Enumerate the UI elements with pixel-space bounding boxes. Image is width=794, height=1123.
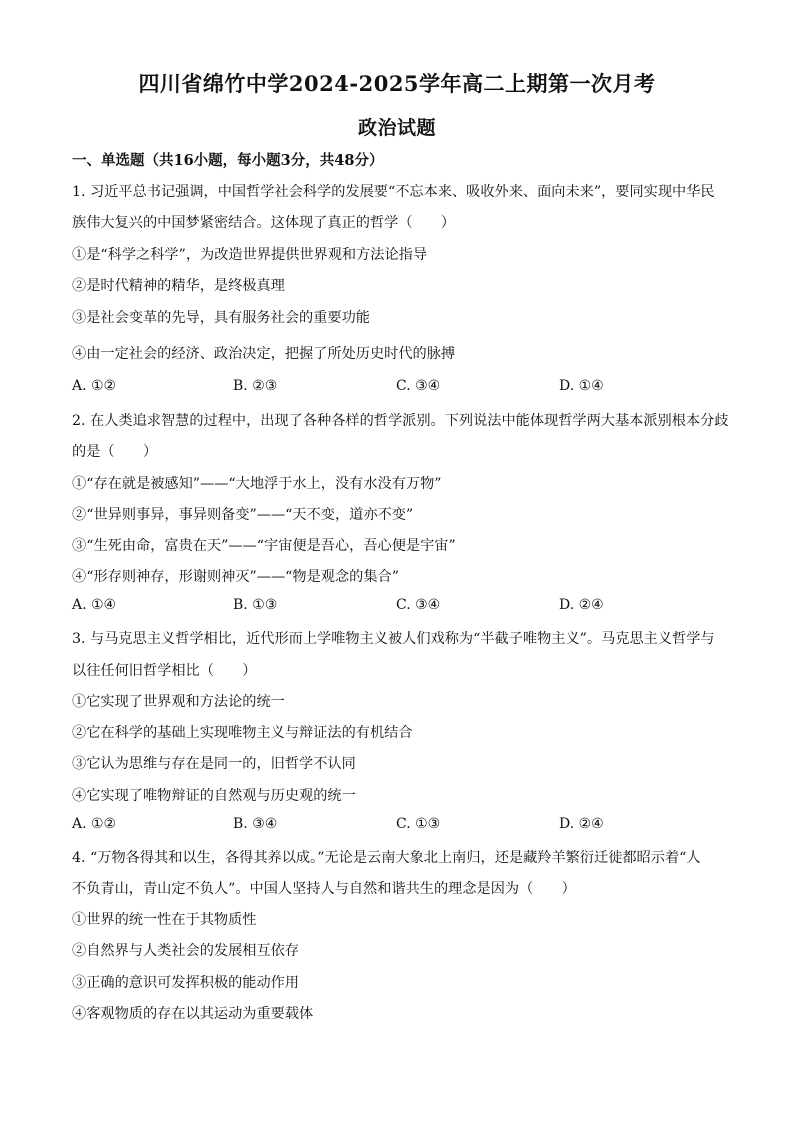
question-2-option-d: D. ②④ <box>559 597 604 613</box>
question-1-item-1: ①是“科学之科学”，为改造世界提供世界观和方法论指导 <box>72 247 428 263</box>
question-1-stem-line-1: 1. 习近平总书记强调，中国哲学社会科学的发展要“不忘本来、吸收外来、面向未来”，要同实现中华民 <box>72 184 715 200</box>
question-3-option-b: B. ③④ <box>233 816 278 832</box>
question-3-stem-line-1: 3. 与马克思主义哲学相比，近代形而上学唯物主义被人们戏称为“半截子唯物主义”。马克思主义哲学与 <box>72 631 715 647</box>
question-2-stem-line-2: 的是（ ） <box>72 444 158 460</box>
question-4-item-4: ④客观物质的存在以其运动为重要载体 <box>72 1006 314 1022</box>
question-4-item-1: ①世界的统一性在于其物质性 <box>72 912 257 928</box>
exam-title: 四川省绵竹中学2024-2025学年高二上期第一次月考 <box>138 71 656 96</box>
question-1-item-2: ②是时代精神的精华，是终极真理 <box>72 278 285 294</box>
question-2-item-4: ④“形存则神存，形谢则神灭”——“物是观念的集合” <box>72 569 399 585</box>
question-1-options <box>72 378 732 398</box>
question-3-item-1: ①它实现了世界观和方法论的统一 <box>72 694 285 710</box>
section-heading: 一、单选题（共16小题，每小题3分，共48分） <box>72 152 384 169</box>
question-3-option-a: A. ①② <box>72 816 117 832</box>
question-1-option-a: A. ①② <box>72 378 117 394</box>
question-4-stem-line-1: 4. “万物各得其和以生，各得其养以成。”无论是云南大象北上南归，还是藏羚羊繁衍迁徙都昭示着“人 <box>72 850 701 866</box>
question-2-options <box>72 597 732 617</box>
question-4-stem-line-2: 不负青山，青山定不负人”。中国人坚持人与自然和谐共生的理念是因为（ ） <box>72 881 576 897</box>
question-2-stem-line-1: 2. 在人类追求智慧的过程中，出现了各种各样的哲学派别。下列说法中能体现哲学两大基本派别根本分歧 <box>72 413 729 429</box>
question-3-item-2: ②它在科学的基础上实现唯物主义与辩证法的有机结合 <box>72 725 413 741</box>
question-3-options <box>72 816 732 836</box>
question-3-item-3: ③它认为思维与存在是同一的，旧哲学不认同 <box>72 756 356 772</box>
question-1-item-3: ③是社会变革的先导，具有服务社会的重要功能 <box>72 310 370 326</box>
question-2-option-a: A. ①④ <box>72 597 117 613</box>
question-2-item-2: ②“世异则事异，事异则备变”——“天不变，道亦不变” <box>72 507 414 523</box>
question-2-item-3: ③“生死由命，富贵在天”——“宇宙便是吾心，吾心便是宇宙” <box>72 538 456 554</box>
question-3-item-4: ④它实现了唯物辩证的自然观与历史观的统一 <box>72 788 356 804</box>
question-3-stem-line-2: 以往任何旧哲学相比（ ） <box>72 663 257 679</box>
question-1-item-4: ④由一定社会的经济、政治决定，把握了所处历史时代的脉搏 <box>72 346 456 362</box>
question-3-option-c: C. ①③ <box>396 816 441 832</box>
question-1-option-b: B. ②③ <box>233 378 278 394</box>
question-4-item-3: ③正确的意识可发挥积极的能动作用 <box>72 975 300 991</box>
exam-subtitle: 政治试题 <box>357 117 436 139</box>
question-4-item-2: ②自然界与人类社会的发展相互依存 <box>72 943 300 959</box>
question-1-stem-line-2: 族伟大复兴的中国梦紧密结合。这体现了真正的哲学（ ） <box>72 215 456 231</box>
question-2-option-b: B. ①③ <box>233 597 278 613</box>
question-1-option-d: D. ①④ <box>559 378 604 394</box>
question-2-item-1: ①“存在就是被感知”——“大地浮于水上，没有水没有万物” <box>72 476 442 492</box>
question-3-option-d: D. ②④ <box>559 816 604 832</box>
question-1-option-c: C. ③④ <box>396 378 441 394</box>
question-2-option-c: C. ③④ <box>396 597 441 613</box>
